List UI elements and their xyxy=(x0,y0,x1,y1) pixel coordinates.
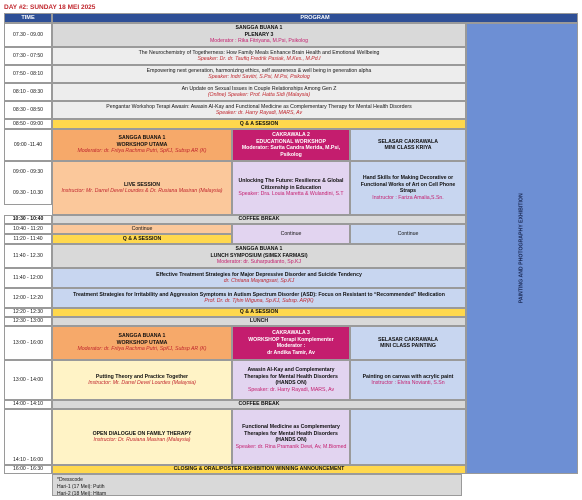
time-slot: 12:30 - 13:00 xyxy=(4,317,52,326)
session-speaker: Speaker: dr. Harry Rayadi, MARS, Av xyxy=(215,110,303,116)
workshop-utama-header xyxy=(52,129,232,161)
continue-cell: Continue xyxy=(232,224,350,244)
lunch-symposium-header xyxy=(52,244,466,268)
time-slot: 08:30 - 08:50 xyxy=(4,101,52,119)
educational-session xyxy=(232,161,350,215)
room-name: CAKRAWALA 3 xyxy=(272,330,310,336)
session-item xyxy=(52,101,466,119)
class-title: MINI CLASS KRIYA xyxy=(384,145,432,151)
class-title: MINI CLASS PAINTING xyxy=(380,343,436,349)
time-slot: 07.30 - 09.00 xyxy=(4,23,52,47)
time-slot xyxy=(4,161,52,205)
session-title: The Neurochemistry of Togetherness: How Family Meals Enhance Brain Health and Emotional Wellbeing xyxy=(138,49,380,56)
exhibition-column xyxy=(466,23,578,474)
time-slot: 12:20 - 12:30 xyxy=(4,308,52,317)
coffee-break-bar: COFFEE BREAK xyxy=(52,400,466,409)
closing-bar: CLOSING & ORAL/POSTER /EXHIBITION WINNING ANNOUNCEMENT xyxy=(52,465,466,474)
complementary-workshop-header xyxy=(232,326,350,360)
session-title: Hand Skills for Making Decorative or Functional Works of Art on Cell Phone Straps xyxy=(360,175,456,194)
coffee-break-bar: COFFEE BREAK xyxy=(52,215,466,224)
qa-session-bar: Q & A SESSION xyxy=(52,308,466,317)
session-instructor: Instructor : Fariza Amalia,S.Sn. xyxy=(372,194,444,201)
session-instructor: Instructor: Mr. Darrel Devel Lourdes (Malaysia) xyxy=(88,380,196,386)
workshop-moderator-name: dr Andika Tamir, Av xyxy=(267,349,315,356)
workshop-moderator: Moderator : xyxy=(276,343,306,349)
program-header: PROGRAM xyxy=(52,13,578,23)
lunch-bar: LUNCH xyxy=(52,317,466,326)
time-header: TIME xyxy=(4,13,52,23)
schedule-table xyxy=(4,13,578,474)
session-speaker: Prof. Dr. dr. Tjhin Wiguna, Sp.KJ, Subsp. AR(K) xyxy=(204,298,314,304)
painting-session xyxy=(350,360,466,400)
session-title: Painting on canvas with acrylic paint xyxy=(362,373,454,380)
session-speaker: dr. Chriana Mayangsari, Sp.KJ xyxy=(223,278,295,284)
plenary-room: SANGGA BUANA 1 xyxy=(235,25,283,32)
time-slot: 13:00 - 16:00 xyxy=(4,326,52,360)
workshop-utama-header xyxy=(52,326,232,360)
session-speaker: (Online) Speaker: Prof. Hatta Sidi (Malaysia) xyxy=(207,92,311,98)
symposium-title: LUNCH SYMPOSIUM (SIMEX FARMASI) xyxy=(210,252,308,259)
time-slot: 10:30 - 10:40 xyxy=(4,215,52,224)
live-session xyxy=(52,161,232,215)
time-slot-b: 09.30 - 10.30 xyxy=(12,190,44,197)
session-instructor: Instructor: Mr. Darrel Devel Lourdes & Dr. Rusiana Masiran (Malaysia) xyxy=(61,188,223,194)
session-speaker: Speaker: Indri Savitri, S.Psi, M.Psi, Psikolog xyxy=(208,74,310,80)
educational-workshop-header xyxy=(232,129,350,161)
awasin-session xyxy=(232,360,350,400)
time-slot: 07:50 - 08:10 xyxy=(4,65,52,83)
dresscode-note xyxy=(52,474,462,496)
room-name: SANGGA BUANA 1 xyxy=(118,333,166,340)
time-slot: 09:00 -11.40 xyxy=(4,129,52,161)
workshop-title: WORKSHOP UTAMA xyxy=(116,339,168,346)
time-slot: 12:00 - 12:20 xyxy=(4,288,52,308)
session-instructor: Instructor : Elvira Novianti, S.Sn xyxy=(371,380,445,386)
room-name: CAKRAWALA 2 xyxy=(272,132,310,138)
plenary-moderator: Moderator : Rika Fitriyana, M.Psi, Psikolog xyxy=(209,38,309,45)
mini-class-kriya-header xyxy=(350,129,466,161)
qa-session-bar: Q & A SESSION xyxy=(52,234,232,244)
workshop-title: EDUCATIONAL WORKSHOP xyxy=(256,138,326,145)
session-speaker: Speaker: dr. Harry Rayadi, MARS, Av xyxy=(247,386,335,393)
room-name: SELASAR CAKRAWALA xyxy=(378,336,438,343)
session-title: Functional Medicine as Complementary Therapies for Mental Health Disorders (HANDS ON) xyxy=(242,424,340,443)
room-name: SANGGA BUANA 1 xyxy=(235,246,283,253)
time-slot: 13:00 - 14:00 xyxy=(4,360,52,400)
time-slot: 11:40 - 12.30 xyxy=(4,244,52,268)
time-slot: 08:50 - 09:00 xyxy=(4,119,52,129)
day-title: DAY #2: SUNDAY 18 MEI 2025 xyxy=(4,4,96,11)
time-slot: 07:30 - 07:50 xyxy=(4,47,52,65)
session-item xyxy=(52,268,466,288)
kriya-session xyxy=(350,161,466,215)
continue-cell: Continue xyxy=(52,224,232,234)
time-slot-a: 09:00 - 09:30 xyxy=(12,169,44,176)
session-instructor: Instructor: Dr. Rusiana Masiran (Malaysia) xyxy=(93,437,191,443)
workshop-moderator: Moderator: dr. Friiya Rachma Putri, SpKJ, Subsp AR (K) xyxy=(77,346,207,353)
workshop-moderator: Moderator: dr. Friiya Rachma Putri, SpKJ, Subsp AR (K) xyxy=(77,148,207,155)
time-slot: 14:00 - 14:10 xyxy=(4,400,52,409)
session-title: Pengantar Workshop Terapi Awasin: Awasin AI-Kay and Functional Medicine as Complementary Therapy for Mental Health Disorders xyxy=(106,103,412,110)
session-title: LIVE SESSION xyxy=(123,181,161,188)
time-slot: 14:10 - 16:00 xyxy=(4,409,52,465)
plenary-header xyxy=(52,23,466,47)
workshop-title: WORKSHOP Terapi Komplementer xyxy=(248,336,334,343)
session-item xyxy=(52,65,466,83)
painting-continue xyxy=(350,409,466,465)
session-speaker: Speaker: Dr. dr. Taufiq Fredrik Pasiak, M.Kes., M.Pd.I xyxy=(197,56,321,62)
session-title: Unlocking The Future: Resilience & Global Citizenship in Education xyxy=(238,178,344,191)
mini-class-painting-header xyxy=(350,326,466,360)
time-slot: 10:40 - 11:20 xyxy=(4,224,52,234)
room-name: SANGGA BUANA 1 xyxy=(118,135,166,142)
time-slot: 08:10 - 08:30 xyxy=(4,83,52,101)
dresscode-title: *Dresscode xyxy=(57,477,83,483)
session-speaker: Speaker: dr. Rina Pramanik Dewi, Av, M.Biomed xyxy=(235,443,347,450)
session-title: An Update on Sexual Issues in Couple Relationships Among Gen Z xyxy=(181,85,337,92)
time-slot: 11:40 - 12:00 xyxy=(4,268,52,288)
exhibition-label: PAINTING AND PHOTOGRAPHY EXHIBITION xyxy=(518,193,525,304)
session-item xyxy=(52,83,466,101)
room-name: SELASAR CAKRAWALA xyxy=(378,138,438,145)
family-therapy-session xyxy=(52,409,232,465)
plenary-title: PLENARY 3 xyxy=(244,31,274,38)
session-title: Effective Treatment Strategies for Major Depressive Disorder and Suicide Tendency xyxy=(156,271,362,278)
time-slot: 16:00 - 16:30 xyxy=(4,465,52,474)
symposium-moderator: Moderator: dr. Suharpudianto, Sp.KJ xyxy=(216,259,302,266)
theory-practice-session xyxy=(52,360,232,400)
session-item xyxy=(52,288,466,308)
workshop-title: WORKSHOP UTAMA xyxy=(116,141,168,148)
dresscode-day1: Hari-1 (17 Mei): Putih xyxy=(57,484,105,490)
time-slot: 11:20 - 11:40 xyxy=(4,234,52,244)
workshop-moderator: Moderator: Sarita Candra Merida, M.Psi, Psikolog xyxy=(241,145,341,158)
session-title: OPEN DIALOGUE ON FAMILY THERAPY xyxy=(92,430,192,437)
session-title: Awasin AI-Kay and Complementary Therapies for Mental Health Disorders (HANDS ON) xyxy=(244,367,338,386)
continue-cell: Continue xyxy=(350,224,466,244)
qa-session-bar: Q & A SESSION xyxy=(52,119,466,129)
session-speaker: Speaker: Dra. Louia Maretta & Wulandini, S.T xyxy=(238,191,344,198)
session-title: Treatment Strategies for Irritability and Aggression Symptoms in Autism Spectrum Disorder (ASD): Focus on Resistant to “Recommended” Medication xyxy=(73,291,445,298)
dresscode-day2: Hari-2 (18 Mei): Hitam xyxy=(57,491,107,497)
session-title: Empowering next generation, harmonizing ethics, self awareness & well being in generation alpha xyxy=(146,67,372,74)
functional-medicine-session xyxy=(232,409,350,465)
session-item xyxy=(52,47,466,65)
session-title: Putting Theory and Practice Together xyxy=(95,373,189,380)
